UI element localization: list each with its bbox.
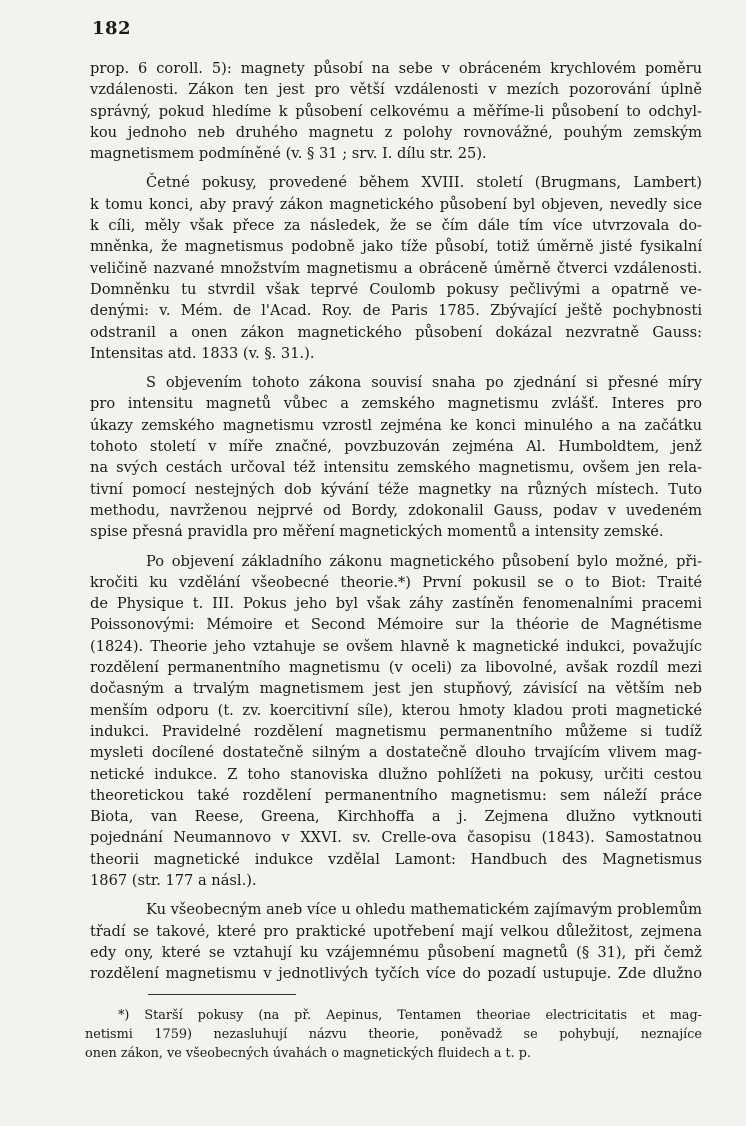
text-line: tivní pomocí nestejných dob kývání téže magnetky na různých místech. Tuto [90, 480, 702, 498]
text-line: rozdělení permanentního magnetismu (v oceli) za libovolné, avšak rozdíl mezi [90, 659, 702, 677]
text-line: na svých cestách určoval též intensitu zemského magnetismu, ovšem jen rela- [90, 459, 702, 477]
paragraph-gap [90, 891, 702, 899]
text-line: dočasným a trvalým magnetismem jest jen stupňový, závisící na větším neb [90, 680, 702, 698]
text-line: mysleti docílené dostatečně silným a dostatečně dlouho trvajícím vlivem mag- [90, 744, 702, 762]
text-line: kou jednoho neb druhého magnetu z polohy rovnovážné, pouhým zemským [90, 123, 702, 141]
text-line: netické indukce. Z toho stanoviska dlužno pohlížeti na pokusy, určiti cestou [90, 765, 702, 783]
text-line: tohoto století v míře značné, povzbuzován zejména Al. Humboldtem, jenž [90, 438, 702, 456]
paragraph-gap [90, 543, 702, 551]
text-line: rozdělení magnetismu v jednotlivých tyčích více do pozadí ustupuje. Zde dlužno [90, 965, 702, 983]
footnotes [85, 1006, 702, 1063]
text-line: (1824). Theorie jeho vztahuje se ovšem hlavně k magnetické indukci, považujíc [90, 637, 702, 655]
text-line: pro intensitu magnetů vůbec a zemského magnetismu zvlášť. Interes pro [90, 395, 702, 413]
text-line: prop. 6 coroll. 5): magnety působí na sebe v obráceném krychlovém poměru [90, 60, 702, 77]
text-line: veličině nazvané množstvím magnetismu a obráceně úměrně čtverci vzdálenosti. [90, 259, 702, 277]
text-line: k tomu konci, aby pravý zákon magnetického působení byl objeven, nevedly sice [90, 195, 702, 213]
text-line: Po objevení základního zákonu magnetického působení bylo možné, při- [146, 552, 702, 570]
text-line: theoretickou také rozdělení permanentního magnetismu: sem náleží práce [90, 786, 702, 804]
text-line: 1867 (str. 177 a násl.). [90, 871, 257, 889]
text-line: správný, pokud hledíme k působení celkovému a měříme-li působení to odchyl- [90, 102, 702, 120]
text-line: spise přesná pravidla pro měření magnetických momentů a intensity zemské. [90, 523, 664, 541]
text-line: de Physique t. III. Pokus jeho byl však záhy zastíněn fenomenalními pracemi [90, 595, 702, 613]
text-line: mněnka, že magnetismus podobně jako tíže působí, totiž úměrně jisté fysikalní [90, 238, 702, 256]
text-line: vzdálenosti. Zákon ten jest pro větší vzdálenosti v mezích pozorování úplně [90, 81, 702, 99]
text-line: S objevením tohoto zákona souvisí snaha po zjednání si přesné míry [146, 374, 702, 392]
text-line: indukci. Pravidelné rozdělení magnetismu permanentního můžeme si tudíž [90, 722, 702, 740]
body-text [90, 58, 702, 984]
text-line: theorii magnetické indukce vzdělal Lamont: Handbuch des Magnetismus [90, 850, 702, 868]
text-line: Intensitas atd. 1833 (v. §. 31.). [90, 344, 315, 362]
text-line: edy ony, které se vztahují ku vzájemnému působení magnetů (§ 31), při čemž [90, 943, 702, 961]
text-line: Biota, van Reese, Greena, Kirchhoffa a j. Zejmena dlužno vytknouti [90, 808, 702, 826]
text-line: úkazy zemského magnetismu vzrostl zejména ke konci minulého a na začátku [90, 416, 702, 434]
text-line: odstranil a onen zákon magnetického působení dokázal nezvratně Gauss: [90, 323, 702, 341]
text-line: methodu, navrženou nejprvé od Bordy, zdokonalil Gauss, podav v uvedeném [90, 501, 702, 519]
text-line: Četné pokusy, provedené během XVIII. století (Brugmans, Lambert) [146, 174, 702, 192]
paragraph-gap [90, 364, 702, 372]
text-line: kročiti ku vzdělání všeobecné theorie.*) První pokusil se o to Biot: Traité [90, 573, 702, 591]
paragraph-gap [90, 164, 702, 172]
text-line: pojednání Neumannovo v XXVI. sv. Crelle-ova časopisu (1843). Samostatnou [90, 829, 702, 847]
text-line: menším odporu (t. zv. koercitivní síle), kterou hmoty kladou proti magnetické [90, 701, 702, 719]
footnote-line: onen zákon, ve všeobecných úvahách o magnetických fluidech a t. p. [85, 1046, 532, 1061]
footnote-divider [148, 994, 296, 995]
text-line: třadí se takové, které pro praktické upotřebení mají velkou důležitost, zejmena [90, 922, 702, 940]
footnote-line: *) Starší pokusy (na př. Aepinus, Tentamen theoriae electricitatis et mag- [118, 1008, 702, 1023]
footnote-line: netismi 1759) nezasluhují názvu theorie, poněvadž se pohybují, neznajíce [85, 1027, 702, 1042]
text-line: Domněnku tu stvrdil však teprvé Coulomb pokusy pečlivými a opatrně ve- [90, 280, 702, 298]
text-line: k cíli, měly však přece za následek, že se čím dále tím více utvrzovala do- [90, 217, 702, 235]
text-line: denými: v. Mém. de l'Acad. Roy. de Paris 1785. Zbývající ještě pochybnosti [90, 302, 702, 320]
text-line: Ku všeobecným aneb více u ohledu mathematickém zajímavým problemům [146, 901, 702, 919]
page-number: 182 [92, 18, 132, 39]
text-line: magnetismem podmíněné (v. § 31 ; srv. I. dílu str. 25). [90, 145, 487, 163]
text-line: Poissonovými: Mémoire et Second Mémoire sur la théorie de Magnétisme [90, 616, 702, 634]
